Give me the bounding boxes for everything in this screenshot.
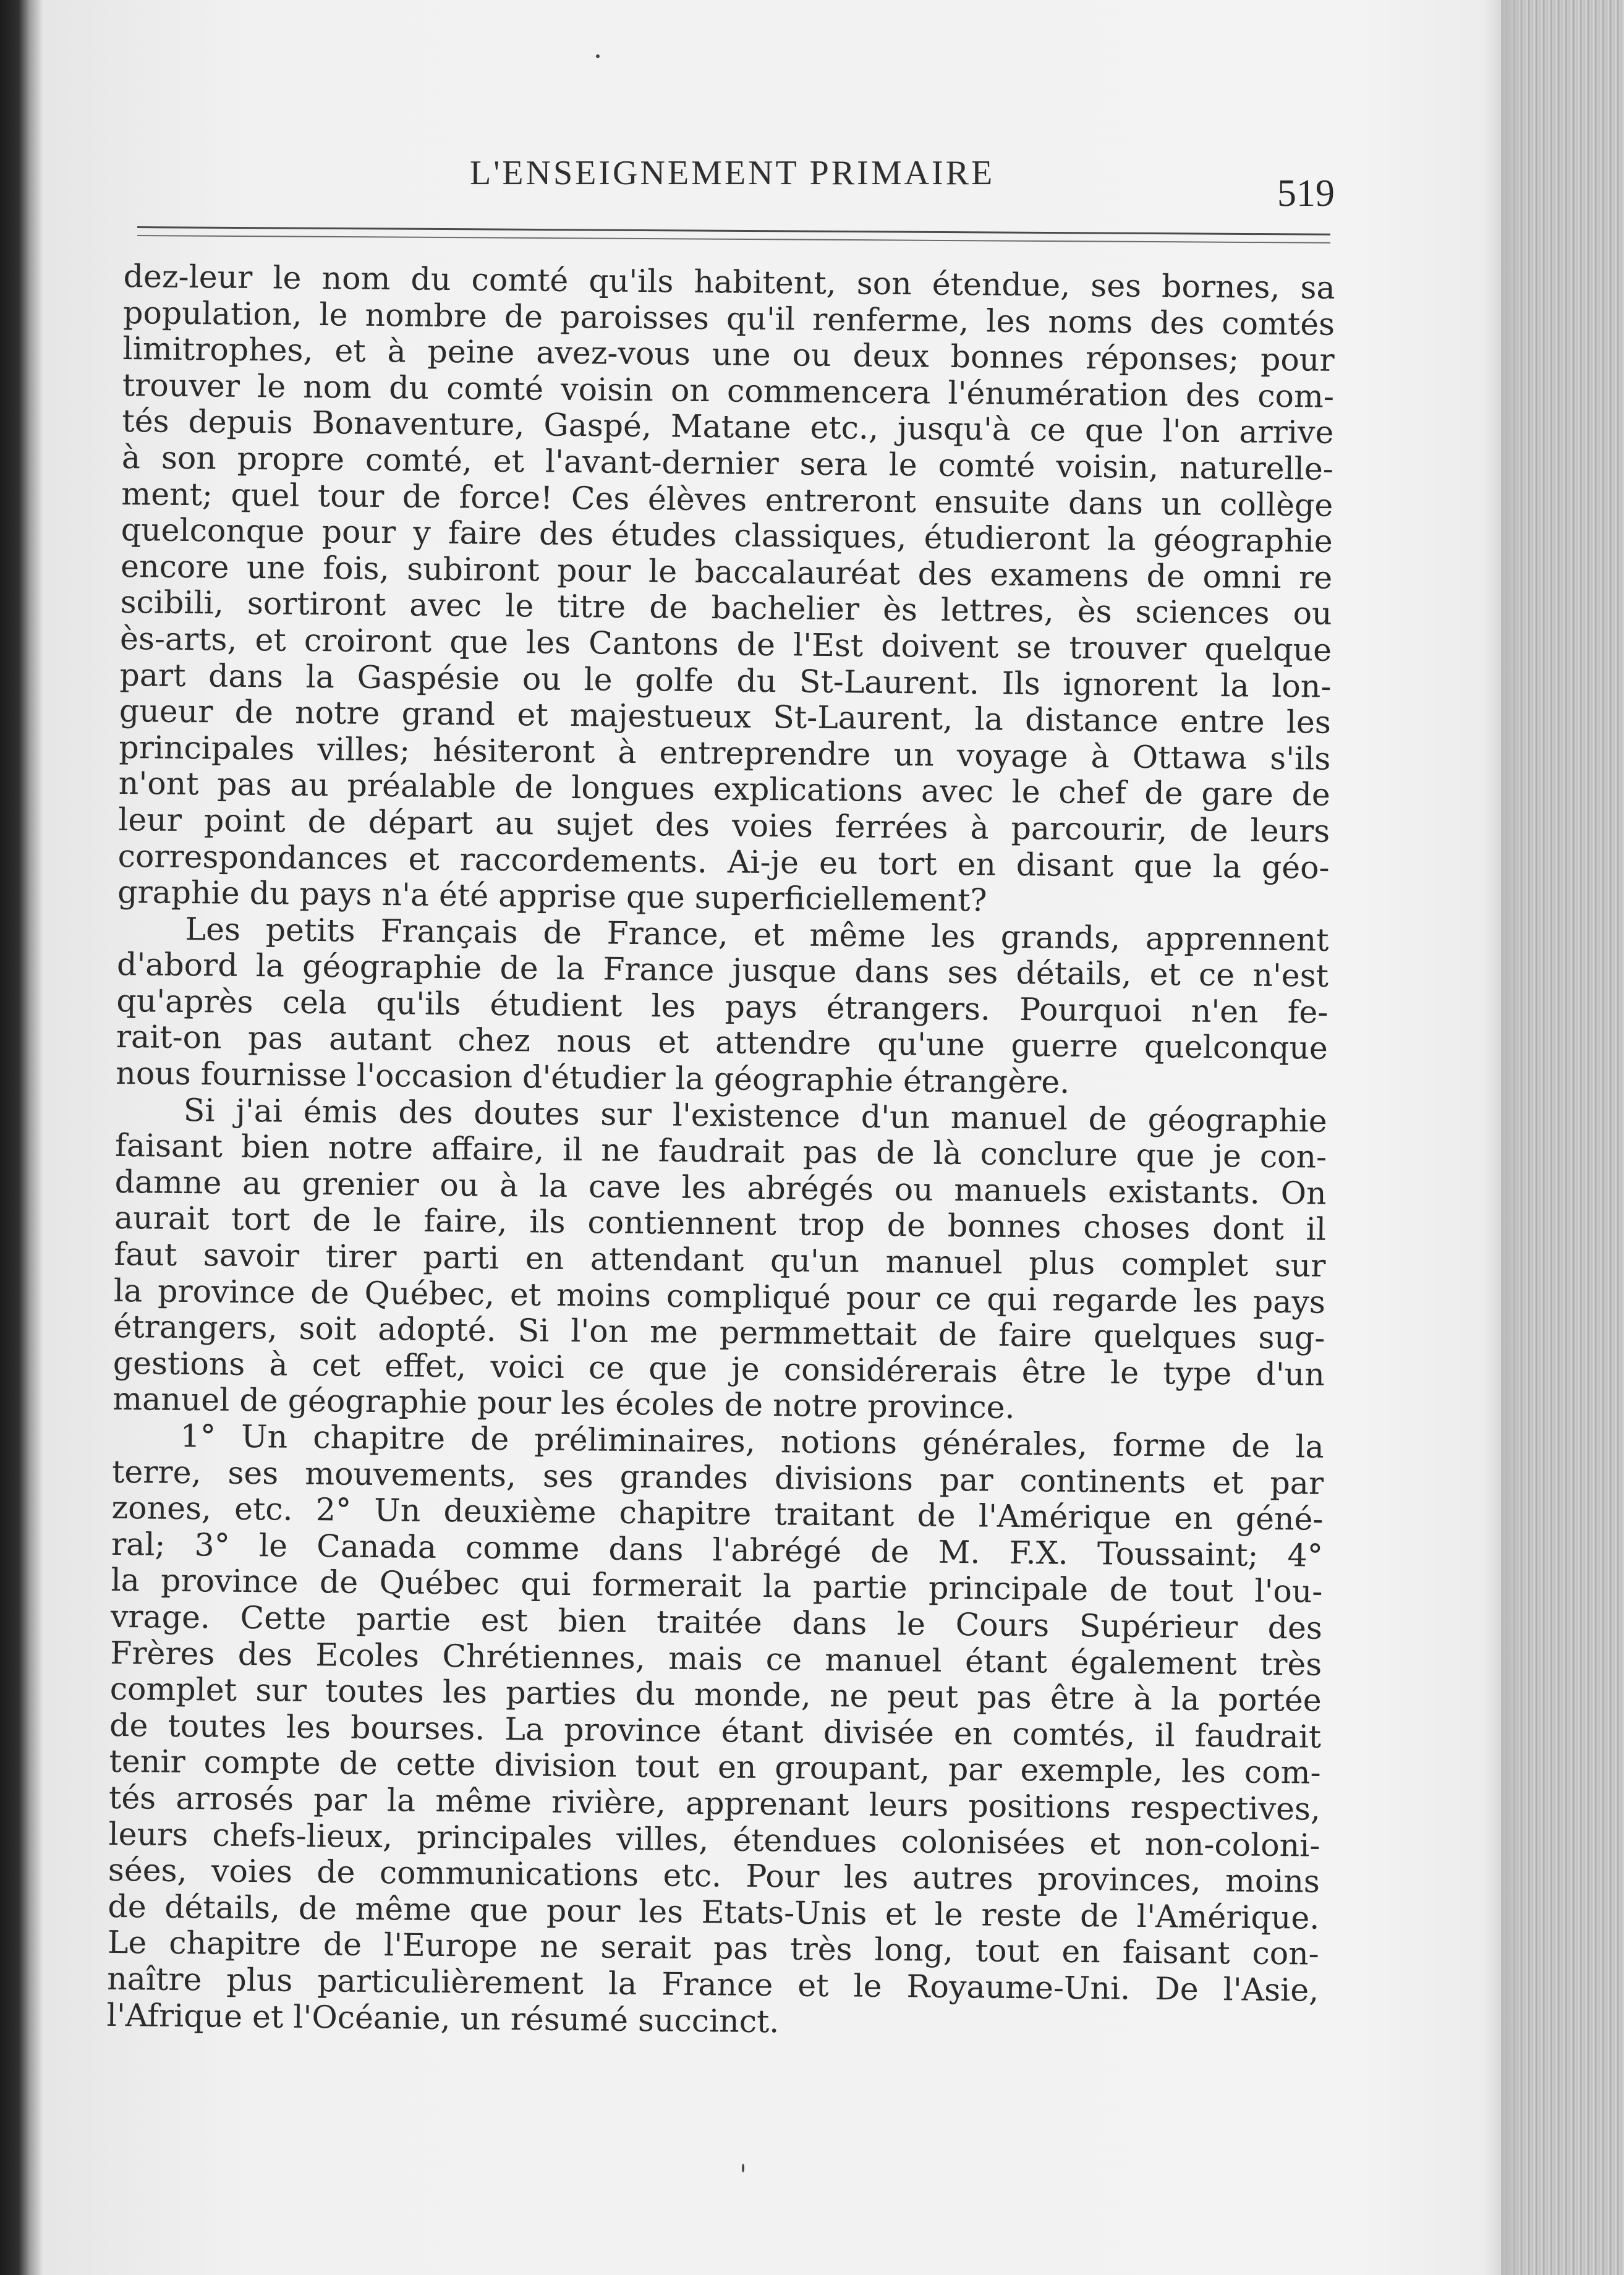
text-line-paragraph-start: 1° Un chapitre de préliminaires, notions générales, forme de la xyxy=(180,1417,1324,1465)
body-text xyxy=(106,258,1335,2045)
text-line: dez-leur le nom du comté qu'ils habitent, son étendue, ses bornes, sa xyxy=(123,258,1335,306)
text-line: population, le nombre de paroisses qu'il renferme, les noms des comtés xyxy=(122,294,1335,342)
text-line: principales villes; hésiteront à entreprendre un voyage à Ottawa s'ils xyxy=(119,728,1331,777)
text-line-paragraph-end: graphie du pays n'a été apprise que superficiellement? xyxy=(117,874,987,919)
text-line: gestions à cet effet, voici ce que je considérerais être le type d'un xyxy=(113,1344,1325,1393)
text-line: aurait tort de le faire, ils contiennent trop de bonnes choses dont il xyxy=(114,1199,1327,1248)
text-line: ès-arts, et croiront que les Cantons de l'Est doivent se trouver quelque xyxy=(119,619,1332,668)
text-line: sées, voies de communications etc. Pour les autres provinces, moins xyxy=(108,1852,1320,1900)
text-line: scibili, sortiront avec le titre de bachelier ès lettres, ès sciences ou xyxy=(120,584,1332,632)
text-line: vrage. Cette partie est bien traitée dans le Cours Supérieur des xyxy=(110,1597,1323,1646)
text-line: part dans la Gaspésie ou le golfe du St-Laurent. Ils ignorent la lon- xyxy=(119,656,1332,705)
text-line: gueur de notre grand et majestueux St-Laurent, la distance entre les xyxy=(119,692,1332,741)
text-line: d'abord la géographie de la France jusque dans ses détails, et ce n'est xyxy=(116,946,1329,995)
text-line: faut savoir tirer parti en attendant qu'un manuel plus complet sur xyxy=(114,1235,1326,1284)
text-line: rait-on pas autant chez nous et attendre qu'une guerre quelconque xyxy=(116,1018,1329,1067)
scan-speck xyxy=(742,2164,744,2172)
text-line: ral; 3° le Canada comme dans l'abrégé de M. F.X. Toussaint; 4° xyxy=(111,1525,1324,1574)
text-line: Le chapitre de l'Europe ne serait pas très long, tout en faisant con- xyxy=(107,1924,1320,1972)
text-line: quelconque pour y faire des études classiques, étudieront la géographie xyxy=(121,511,1333,559)
text-line-paragraph-end: nous fournisse l'occasion d'étudier la géographie étrangère. xyxy=(116,1055,1070,1100)
text-line: complet sur toutes les parties du monde, ne peut pas être à la portée xyxy=(109,1670,1322,1719)
text-line: terre, ses mouvements, ses grandes divisions par continents et par xyxy=(111,1453,1324,1502)
text-line: zones, etc. 2° Un deuxième chapitre traitant de l'Amérique en géné- xyxy=(111,1489,1324,1537)
book-page-edges xyxy=(1501,0,1624,2275)
running-title: L'ENSEIGNEMENT PRIMAIRE xyxy=(470,154,995,192)
text-line: leurs chefs-lieux, principales villes, étendues colonisées et non-coloni- xyxy=(108,1815,1320,1864)
scan-speck xyxy=(596,54,600,58)
text-line-paragraph-start: Les petits Français de France, et même les grands, apprennent xyxy=(185,910,1329,958)
text-line: trouver le nom du comté voisin on commencera l'énumération des com- xyxy=(122,366,1335,415)
text-line-paragraph-start: Si j'ai émis des doutes sur l'existence d'un manuel de géographie xyxy=(183,1091,1327,1139)
text-line: limitrophes, et à peine avez-vous une ou deux bonnes réponses; pour xyxy=(122,330,1335,378)
text-line: damne au grenier ou à la cave les abrégés ou manuels existants. On xyxy=(114,1163,1327,1212)
text-line: encore une fois, subiront pour le baccalauréat des examens de omni re xyxy=(120,547,1333,596)
text-line: à son propre comté, et l'avant-dernier sera le comté voisin, naturelle- xyxy=(121,438,1334,487)
text-line: n'ont pas au préalable de longues explications avec le chef de gare de xyxy=(118,765,1331,814)
text-line: naître plus particulièrement la France et le Royaume-Uni. De l'Asie, xyxy=(107,1960,1319,2009)
page-number: 519 xyxy=(1277,172,1335,215)
text-line: tés arrosés par la même rivière, apprenant leurs positions respectives, xyxy=(108,1779,1321,1827)
text-line: tés depuis Bonaventure, Gaspé, Matane etc., jusqu'à ce que l'on arrive xyxy=(122,402,1334,451)
text-line: de détails, de même que pour les Etats-Unis et le reste de l'Amérique. xyxy=(108,1887,1320,1936)
text-line-paragraph-end: manuel de géographie pour les écoles de notre province. xyxy=(113,1380,1015,1426)
text-line: correspondances et raccordements. Ai-je eu tort en disant que la géo- xyxy=(117,837,1330,886)
text-line: qu'après cela qu'ils étudient les pays étrangers. Pourquoi n'en fe- xyxy=(116,982,1329,1031)
text-line: leur point de départ au sujet des voies ferrées à parcourir, de leurs xyxy=(118,801,1330,849)
text-line: ment; quel tour de force! Ces élèves entreront ensuite dans un collège xyxy=(121,475,1333,524)
header-rule xyxy=(137,226,1330,236)
text-line-paragraph-end: l'Afrique et l'Océanie, un résumé succinct. xyxy=(106,1996,780,2039)
text-line: de toutes les bourses. La province étant divisée en comtés, il faudrait xyxy=(109,1706,1322,1755)
text-line: faisant bien notre affaire, il ne faudrait pas de là conclure que je con- xyxy=(114,1127,1327,1175)
text-line: tenir compte de cette division tout en groupant, par exemple, les com- xyxy=(109,1743,1321,1792)
text-line: la province de Québec, et moins compliqué pour ce qui regarde les pays xyxy=(113,1272,1326,1320)
text-line: Frères des Ecoles Chrétiennes, mais ce manuel étant également très xyxy=(110,1634,1322,1683)
text-line: étrangers, soit adopté. Si l'on me permmettait de faire quelques sug- xyxy=(113,1308,1325,1356)
text-line: la province de Québec qui formerait la partie principale de tout l'ou- xyxy=(111,1562,1323,1610)
header-rule-thin xyxy=(137,235,1330,244)
